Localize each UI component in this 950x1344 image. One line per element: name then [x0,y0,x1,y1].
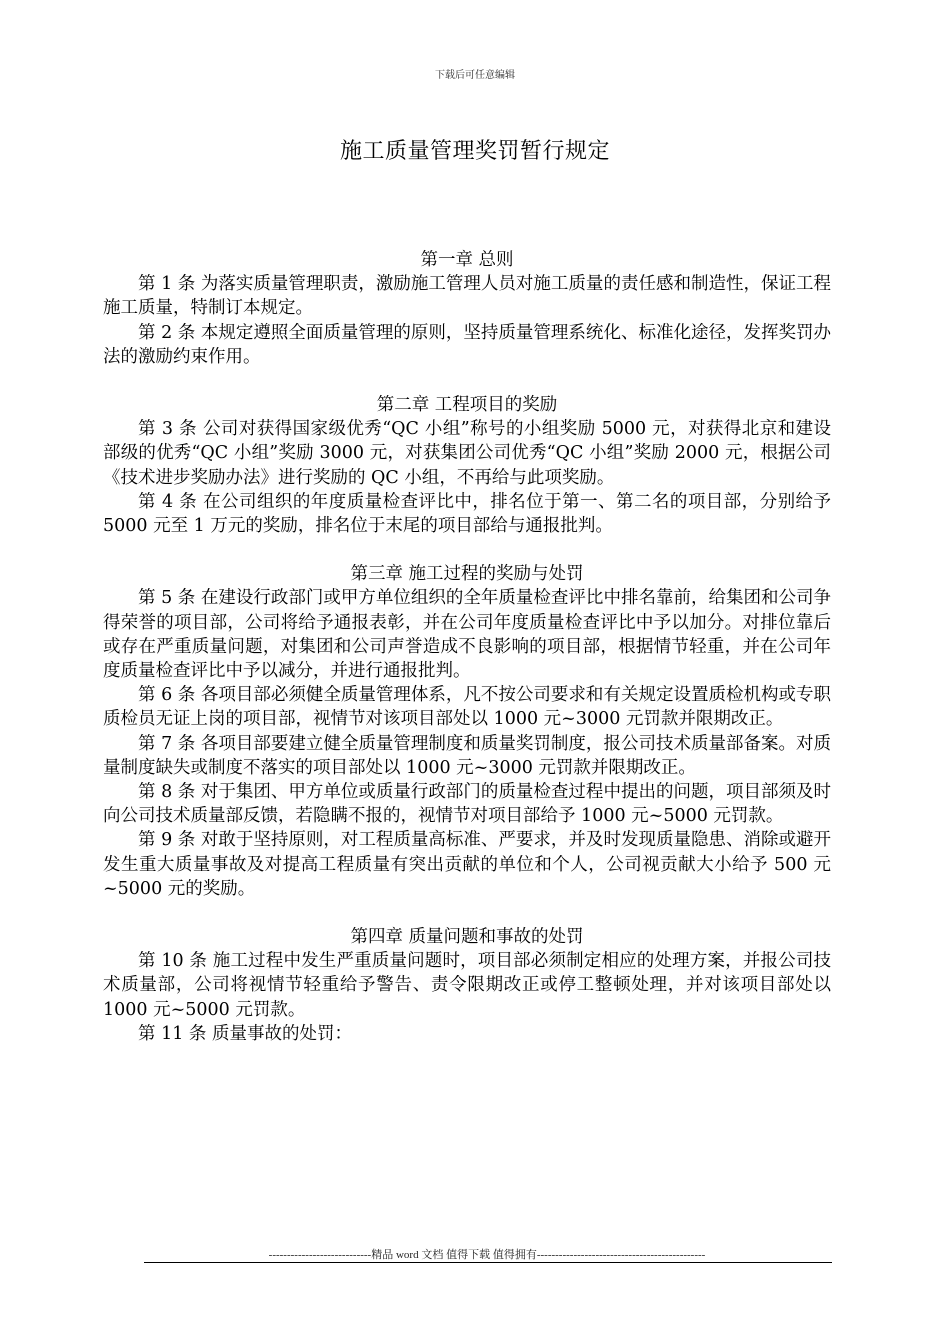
document-title: 施工质量管理奖罚暂行规定 [339,139,610,164]
article-paragraph: 第 10 条 施工过程中发生严重质量问题时，项目部必须制定相应的处理方案，并报公司技术质量部，公司将视情节轻重给予警告、责令限期改正或停工整顿处理，并对该项目部处以 1000 元~5000 元罚款。 [103,951,831,1020]
chapter-1-section [103,248,831,369]
article-paragraph: 第 2 条 本规定遵照全面质量管理的原则，坚持质量管理系统化、标准化途径，发挥奖罚办法的激励约束作用。 [103,322,831,367]
chapter-4-section [103,925,831,1046]
article-paragraph: 第 8 条 对于集团、甲方单位或质量行政部门的质量检查过程中提出的问题，项目部须及时向公司技术质量部反馈，若隐瞒不报的，视情节对项目部给予 1000 元~5000 元罚款。 [103,782,831,827]
page-footer: ----------------------------精品 word 文档 值得下载 值得拥有---------------------------------------------- [268,1249,706,1261]
document-body [103,248,831,1046]
article-paragraph: 第 4 条 在公司组织的年度质量检查评比中，排名位于第一、第二名的项目部，分别给予 5000 元至 1 万元的奖励，排名位于末尾的项目部给与通报批判。 [103,491,831,537]
article-paragraph: 第 3 条 公司对获得国家级优秀“QC 小组”称号的小组奖励 5000 元，对获得北京和建设部级的优秀“QC 小组”奖励 3000 元，对获集团公司优秀“QC 小组”奖励 2000 元，根据公司《技术进步奖励办法》进行奖励的 QC 小组，不再给与此项奖励。 [103,419,831,488]
chapter-3-section [103,562,831,901]
article-paragraph: 第 7 条 各项目部要建立健全质量管理制度和质量奖罚制度，报公司技术质量部备案。对质量制度缺失或制度不落实的项目部处以 1000 元~3000 元罚款并限期改正。 [103,733,831,778]
article-paragraph: 第 5 条 在建设行政部门或甲方单位组织的全年质量检查评比中排名靠前，给集团和公司争得荣誉的项目部，公司将给予通报表彰，并在公司年度质量检查评比中予以加分。对排位靠后或存在严重质量问题，对集团和公司声誉造成不良影响的项目部，根据情节轻重，并在公司年度质量检查评比中予以减分，并进行通报批判。 [103,588,831,682]
article-paragraph: 第 1 条 为落实质量管理职责，激励施工管理人员对施工质量的责任感和制造性，保证工程施工质量，特制订本规定。 [103,274,831,319]
article-paragraph: 第 11 条 质量事故的处罚： [138,1023,352,1044]
chapter-heading: 第一章 总则 [420,250,514,270]
footer-divider [144,1262,832,1263]
top-note: 下载后可任意编辑 [435,70,515,81]
article-paragraph: 第 6 条 各项目部必须健全质量管理体系，凡不按公司要求和有关规定设置质检机构或专职质检员无证上岗的项目部，视情节对该项目部处以 1000 元~3000 元罚款并限期改正。 [103,685,831,730]
chapter-heading: 第四章 质量问题和事故的处罚 [350,927,584,948]
article-paragraph: 第 9 条 对敢于坚持原则，对工程质量高标准、严要求，并及时发现质量隐患、消除或避开发生重大质量事故及对提高工程质量有突出贡献的单位和个人，公司视贡献大小给予 500 元~5000 元的奖励。 [103,830,831,899]
chapter-2-section [103,393,831,538]
chapter-heading: 第三章 施工过程的奖励与处罚 [350,564,584,585]
chapter-heading: 第二章 工程项目的奖励 [376,395,558,416]
